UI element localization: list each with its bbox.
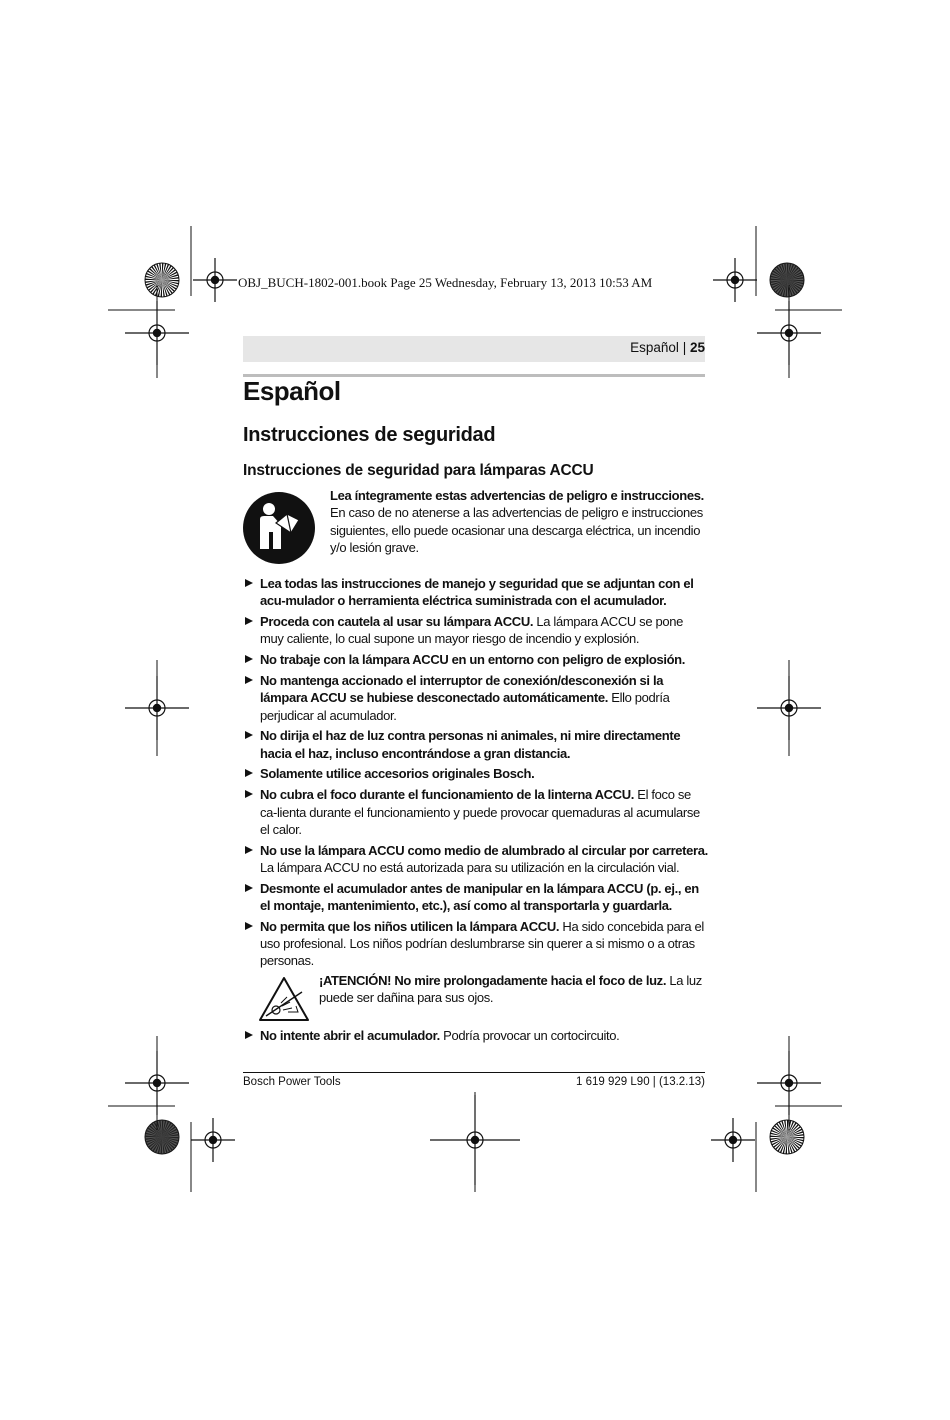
registration-crosshair: [713, 258, 757, 302]
list-item: [243, 1027, 709, 1044]
intro-bold: Lea íntegramente estas advertencias de peligro e instrucciones.: [330, 488, 704, 503]
item-bold: No dirija el haz de luz contra personas ni animales, ni mire directamente hacia el haz, incluso encontrándose a gran distancia.: [260, 728, 681, 761]
final-list: [243, 1027, 709, 1044]
bullet-triangle-icon: [245, 769, 253, 777]
registration-star: [770, 263, 804, 297]
item-text: La lámpara ACCU se pone muy caliente, lo cual supone un mayor riesgo de incendio y explosión.: [260, 614, 683, 647]
running-header-separator: |: [682, 340, 687, 355]
footer-code: 1 619 929 L90 | (13.2.13): [576, 1076, 705, 1088]
eye-warning-icon: [258, 976, 310, 1022]
bullet-triangle-icon: [245, 731, 253, 739]
registration-crosshair: [711, 1118, 755, 1162]
safety-list: [243, 575, 709, 973]
footer-rule: [243, 1072, 705, 1073]
book-stamp: OBJ_BUCH-1802-001.book Page 25 Wednesday, February 13, 2013 10:53 AM: [238, 275, 653, 290]
registration-crosshair: [125, 301, 189, 365]
warning-bold: ¡ATENCIÓN! No mire prolongadamente hacia el foco de luz.: [319, 973, 667, 988]
intro-paragraph: [330, 487, 710, 556]
item-text: El foco se ca-lienta durante el funcionamiento y puede provocar quemaduras al acumularse el calor.: [260, 787, 700, 837]
eye-warning-text: [319, 972, 709, 1007]
item-bold: No permita que los niños utilicen la lámpara ACCU.: [260, 918, 560, 934]
item-text: Podría provocar un cortocircuito.: [439, 1028, 620, 1043]
bullet-triangle-icon: [245, 922, 253, 930]
bullet-triangle-icon: [245, 655, 253, 663]
item-text: Ello podría perjudicar al acumulador.: [260, 690, 670, 723]
running-header-language: Español: [630, 340, 679, 355]
item-text: La lámpara ACCU no está autorizada para su utilización en la circulación vial.: [260, 859, 680, 875]
item-text: Ha sido concebida para el uso profesional. Los niños podrían deslumbrarse sin querer a si mismo o a otras personas.: [260, 918, 704, 969]
list-item: [243, 786, 709, 838]
registration-crosshair: [430, 1095, 520, 1185]
registration-crosshair: [125, 676, 189, 740]
bullet-triangle-icon: [245, 1031, 253, 1039]
list-item: [243, 880, 709, 915]
bullet-triangle-icon: [245, 579, 253, 587]
list-item: [243, 651, 709, 668]
item-bold: Solamente utilice accesorios originales Bosch.: [260, 766, 535, 782]
item-bold: No trabaje con la lámpara ACCU en un entorno con peligro de explosión.: [260, 652, 686, 668]
intro-text: En caso de no atenerse a las advertencias de peligro e instrucciones siguientes, ello puede ocasionar una descarga eléctrica, un incendio y/o lesión grave.: [330, 505, 703, 555]
subsection-title: Instrucciones de seguridad para lámparas ACCU: [243, 462, 594, 479]
bullet-triangle-icon: [245, 676, 253, 684]
item-bold: No intente abrir el acumulador.: [260, 1028, 440, 1043]
warning-rest: La luz puede ser dañina para sus ojos.: [319, 973, 702, 1006]
list-item: [243, 672, 709, 724]
registration-crosshair: [191, 1118, 235, 1162]
item-bold: No mantenga accionado el interruptor de conexión/desconexión si la lámpara ACCU se hubiese desconectado automáticamente.: [260, 672, 664, 706]
bullet-triangle-icon: [245, 884, 253, 892]
registration-star: [770, 1120, 804, 1154]
item-bold: Desmonte el acumulador antes de manipular en la lámpara ACCU (p. ej., en el montaje, mantenimiento, etc.), así como al transportarla y guardarla.: [260, 880, 699, 914]
registration-crosshair: [757, 301, 821, 365]
list-item: [243, 613, 709, 648]
bullet-triangle-icon: [245, 617, 253, 625]
page-number: 25: [689, 340, 705, 355]
item-bold: No use la lámpara ACCU como medio de alumbrado al circular por carretera.: [260, 842, 708, 858]
list-item: [243, 727, 709, 762]
list-item: [243, 575, 709, 610]
registration-star: [145, 263, 179, 297]
registration-star: [145, 1120, 179, 1154]
item-bold: Lea todas las instrucciones de manejo y seguridad que se adjuntan con el acu-mulador o herramienta eléctrica suministrada con el acumulador.: [260, 576, 694, 609]
item-bold: Proceda con cautela al usar su lámpara ACCU.: [260, 614, 534, 630]
bullet-triangle-icon: [245, 846, 253, 854]
bullet-triangle-icon: [245, 790, 253, 798]
list-item: [243, 918, 709, 970]
page-title: Español: [243, 376, 341, 406]
running-header-text: [630, 340, 705, 355]
running-header: [243, 336, 705, 362]
item-bold: No cubra el foco durante el funcionamiento de la linterna ACCU.: [260, 787, 635, 803]
list-item: [243, 842, 709, 877]
footer-brand: Bosch Power Tools: [243, 1076, 341, 1088]
list-item: [243, 765, 709, 782]
section-title: Instrucciones de seguridad: [243, 424, 496, 446]
registration-crosshair: [193, 258, 237, 302]
registration-crosshair: [757, 676, 821, 740]
read-manual-icon: [243, 492, 315, 564]
registration-crosshair: [125, 1051, 189, 1115]
registration-crosshair: [757, 1051, 821, 1115]
